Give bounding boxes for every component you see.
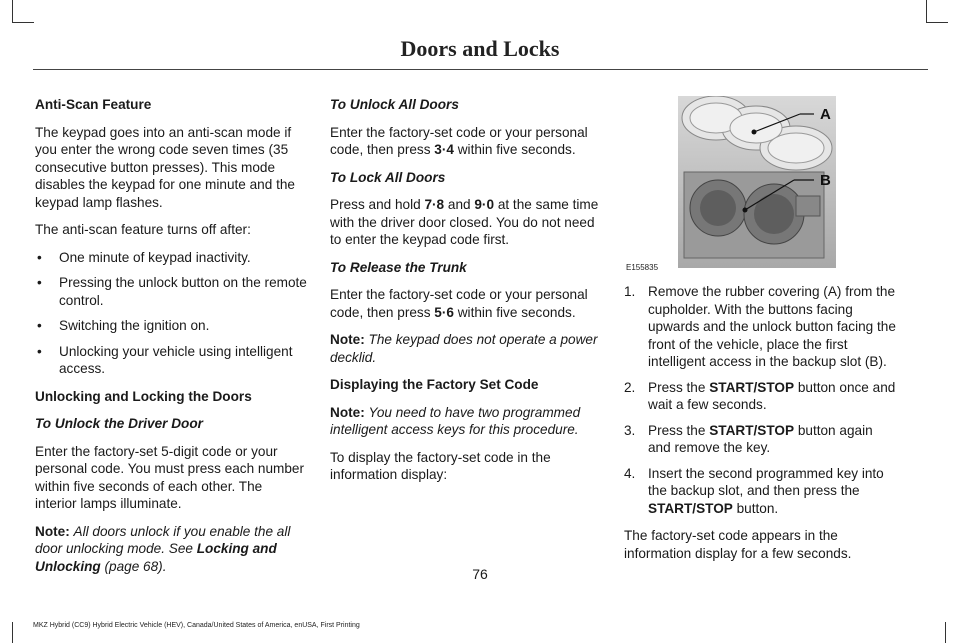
text: within five seconds. xyxy=(457,304,576,320)
unlock-driver-heading: To Unlock the Driver Door xyxy=(35,416,203,431)
page-number: 76 xyxy=(472,566,488,582)
text: Press and hold xyxy=(330,197,421,212)
unlock-all-heading: To Unlock All Doors xyxy=(330,97,459,112)
key-code: 9·0 xyxy=(474,197,495,212)
callout-dot-a xyxy=(752,130,757,135)
page-reference: (page 68). xyxy=(104,558,167,574)
callout-label-a: A xyxy=(820,106,831,123)
step-text: Press the xyxy=(648,422,710,438)
note-label: Note: xyxy=(330,404,365,420)
anti-scan-paragraph: The keypad goes into an anti-scan mode if you enter the wrong code seven times (35 consecutive button presses). This mode disables the keypad for one minute and the keypad lamp flashes. xyxy=(35,124,295,210)
header-divider xyxy=(33,69,928,70)
step-number: 3. xyxy=(624,422,636,438)
step-number: 4. xyxy=(624,465,636,481)
lock-all-paragraph xyxy=(330,196,602,249)
list-item xyxy=(624,283,896,371)
step-text: button again and remove the key. xyxy=(648,422,873,455)
text: Enter the factory-set code or your personal code, then press xyxy=(330,124,588,157)
text: and xyxy=(447,197,471,212)
list-item xyxy=(624,379,896,414)
footer-text: MKZ Hybrid (CC9) Hybrid Electric Vehicle (HEV), Canada/United States of America, enUSA, First Printing xyxy=(33,622,360,629)
note-text: All doors unlock if you enable the all door unlocking mode. See xyxy=(35,523,291,556)
step-text: Remove the rubber covering (A) from the cupholder. With the buttons facing upwards and the unlock button facing the front of the vehicle, place the first intelligent access in the backup slot (B). xyxy=(648,284,896,369)
turns-off-list xyxy=(35,249,307,378)
step-text: Insert the second programmed key into the backup slot, and then press the xyxy=(648,465,884,498)
key-code: 7·8 xyxy=(424,197,445,212)
backup-slot xyxy=(796,196,820,216)
list-item: • Pressing the unlock button on the remote control. xyxy=(35,274,307,309)
callout-dot-b xyxy=(743,208,748,213)
step-number: 1. xyxy=(624,284,636,299)
step-number: 2. xyxy=(624,379,636,395)
unlock-all-paragraph xyxy=(330,124,602,159)
note xyxy=(330,404,602,439)
display-intro: To display the factory-set code in the information display: xyxy=(330,449,551,482)
note-text: You need to have two programmed intelligent access keys for this procedure. xyxy=(330,404,581,437)
unlock-lock-heading: Unlocking and Locking the Doors xyxy=(35,388,252,404)
step-text: button. xyxy=(732,500,779,516)
list-item: • Switching the ignition on. xyxy=(35,317,307,335)
note-label: Note: xyxy=(330,332,365,347)
crop-mark xyxy=(926,0,927,22)
figure-id: E155835 xyxy=(626,263,659,272)
display-code-heading: Displaying the Factory Set Code xyxy=(330,377,539,392)
callout-label-b: B xyxy=(820,172,831,189)
page-title: Doors and Locks xyxy=(400,36,560,61)
closing-paragraph: The factory-set code appears in the information display for a few seconds. xyxy=(624,528,852,561)
button-name: START/STOP xyxy=(648,500,733,516)
list-item: • One minute of keypad inactivity. xyxy=(35,249,307,267)
list-item xyxy=(624,422,896,457)
crop-mark xyxy=(12,22,34,23)
unlock-driver-paragraph: Enter the factory-set 5-digit code or your personal code. You must press each number within five seconds of each other. The interior lamps illuminate. xyxy=(35,443,305,511)
cupholder-wells xyxy=(684,172,824,258)
step-text: button once and wait a few seconds. xyxy=(648,379,896,412)
column-left xyxy=(35,96,307,585)
key-code: 3·4 xyxy=(434,142,454,157)
column-middle xyxy=(330,96,602,494)
button-name: START/STOP xyxy=(709,379,795,395)
text: within five seconds. xyxy=(457,142,576,157)
crop-mark xyxy=(12,0,13,22)
release-trunk-paragraph xyxy=(330,286,602,321)
text: at the same time with the driver door closed. You do not need to enter the keypad code first. xyxy=(330,197,599,247)
text: Enter the factory-set code or your personal code, then press xyxy=(330,287,588,320)
lock-all-heading: To Lock All Doors xyxy=(330,169,446,185)
column-right xyxy=(624,283,896,572)
step-text: Press the xyxy=(648,379,710,395)
cupholder-illustration xyxy=(626,96,896,276)
cross-reference-link[interactable]: Locking and Unlocking xyxy=(35,541,277,574)
turns-off-intro: The anti-scan feature turns off after: xyxy=(35,222,251,237)
note xyxy=(330,331,602,366)
anti-scan-heading: Anti-Scan Feature xyxy=(35,97,152,112)
list-item xyxy=(624,465,896,518)
list-item: • Unlocking your vehicle using intelligent access. xyxy=(35,343,307,378)
button-name: START/STOP xyxy=(709,422,795,438)
release-trunk-heading: To Release the Trunk xyxy=(330,259,467,275)
key-code: 5·6 xyxy=(434,304,454,320)
crop-mark xyxy=(12,622,13,643)
note-text: The keypad does not operate a power decklid. xyxy=(330,332,598,365)
crop-mark xyxy=(945,622,946,643)
cupholder-figure-svg xyxy=(626,96,896,276)
procedure-steps xyxy=(624,283,896,517)
note-label: Note: xyxy=(35,523,70,539)
crop-mark xyxy=(926,22,948,23)
